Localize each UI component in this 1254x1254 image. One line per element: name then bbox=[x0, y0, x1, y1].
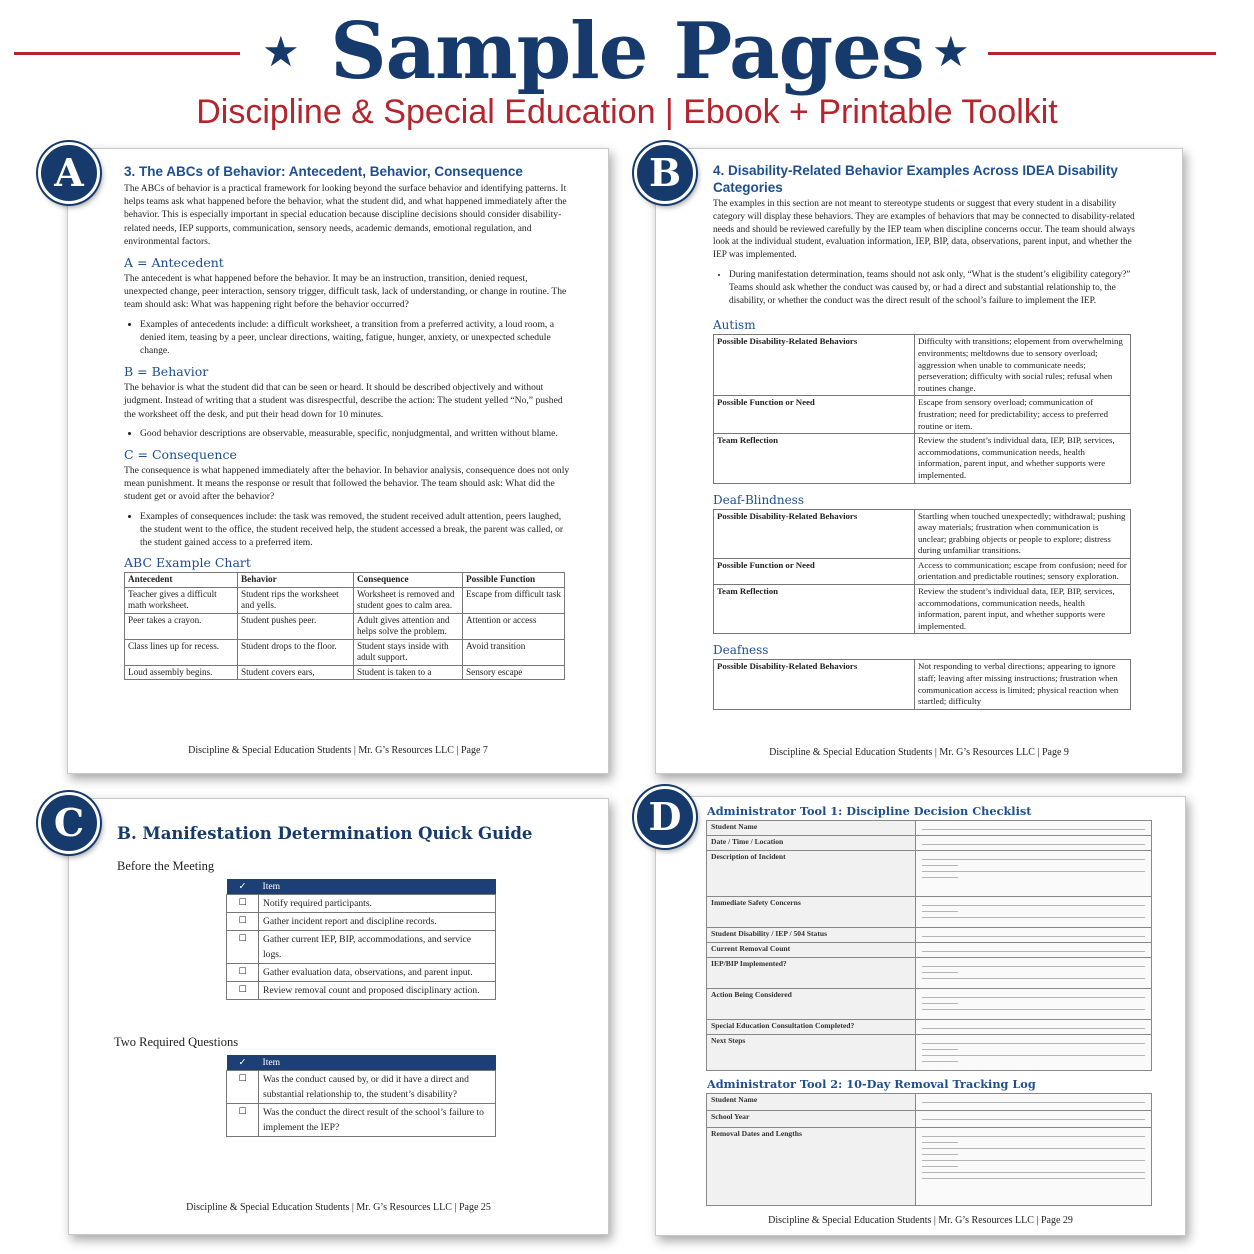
form-row bbox=[707, 1128, 1152, 1206]
form-row bbox=[707, 851, 1152, 897]
antecedent-bullet: • Examples of antecedents include: a difficult worksheet, a transition from a preferred activity, a loud room, a denied item, teasing by a peer, unclear directions, waiting, fatigue, hunger, anxiety, or unexpected schedule change. bbox=[140, 318, 572, 358]
row-label: Team Reflection bbox=[714, 585, 915, 634]
sample-page-a bbox=[67, 148, 609, 774]
field-label: Action Being Considered bbox=[707, 989, 916, 1020]
field-label: Student Disability / IEP / 504 Status bbox=[707, 928, 916, 943]
field-input[interactable] bbox=[916, 1094, 1152, 1111]
field-label: Removal Dates and Lengths bbox=[707, 1128, 916, 1206]
checklist-row[interactable] bbox=[227, 1103, 496, 1136]
row-text: Access to communication; escape from confusion; need for orientation and predictable routines; sensory exploration. bbox=[915, 558, 1131, 584]
table-cell: Loud assembly begins. bbox=[125, 665, 238, 680]
checklist-row[interactable] bbox=[227, 912, 496, 930]
checkbox-icon[interactable]: ☐ bbox=[227, 930, 259, 963]
row-text: Startling when touched unexpectedly; withdrawal; pushing away materials; frustration when communication is unclear; grabbing objects or people to explore; distress during unfamiliar transitions. bbox=[915, 509, 1131, 558]
deafness-table bbox=[713, 659, 1131, 709]
item-header: Item bbox=[259, 1055, 496, 1070]
page-footer: Discipline & Special Education Students | Mr. G’s Resources LLC | Page 25 bbox=[186, 1202, 491, 1213]
row-text: Difficulty with transitions; elopement from overwhelming environments; meltdowns due to sensory overload; aggression when unable to communicate needs; perseveration; difficulty with social rules; refusal when routines change. bbox=[915, 335, 1131, 396]
section-title: 4. Disability-Related Behavior Examples Across IDEA Disability Categories bbox=[713, 163, 1118, 195]
page-footer: Discipline & Special Education Students | Mr. G’s Resources LLC | Page 7 bbox=[188, 745, 488, 756]
table-cell: Attention or access bbox=[463, 613, 565, 639]
table-row bbox=[125, 587, 565, 613]
required-questions-checklist bbox=[226, 1055, 496, 1137]
table-row bbox=[125, 665, 565, 680]
item-header: Item bbox=[259, 879, 496, 894]
table-cell: Teacher gives a difficult math worksheet. bbox=[125, 587, 238, 613]
form-row bbox=[707, 897, 1152, 928]
autism-heading: Autism bbox=[713, 318, 756, 333]
behavior-bullet: • Good behavior descriptions are observable, measurable, specific, nonjudgmental, and written without blame. bbox=[140, 427, 572, 440]
field-input[interactable] bbox=[916, 928, 1152, 943]
checkbox-icon[interactable]: ☐ bbox=[227, 981, 259, 999]
field-input[interactable] bbox=[916, 1020, 1152, 1035]
checklist-item: Notify required participants. bbox=[259, 894, 496, 912]
table-row bbox=[714, 585, 1131, 634]
field-label: Student Name bbox=[707, 821, 916, 836]
checklist-row[interactable] bbox=[227, 1070, 496, 1103]
form-row bbox=[707, 1035, 1152, 1071]
column-header: Possible Function bbox=[463, 573, 565, 588]
abc-chart-heading: ABC Example Chart bbox=[124, 555, 251, 571]
checklist-item: Gather current IEP, BIP, accommodations, and service logs. bbox=[259, 930, 496, 963]
checkbox-icon[interactable]: ☐ bbox=[227, 1103, 259, 1136]
badge-a: A bbox=[38, 142, 100, 204]
table-cell: Escape from difficult task bbox=[463, 587, 565, 613]
table-cell: Student covers ears, bbox=[238, 665, 354, 680]
table-cell: Worksheet is removed and student goes to calm area. bbox=[354, 587, 463, 613]
page-a-content bbox=[124, 163, 572, 680]
field-label: Description of Incident bbox=[707, 851, 916, 897]
field-label: Special Education Consultation Completed? bbox=[707, 1020, 916, 1035]
checklist-item: Was the conduct caused by, or did it have a direct and substantial relationship to, the student’s disability? bbox=[259, 1070, 496, 1103]
antecedent-paragraph: The antecedent is what happened before the behavior. It may be an instruction, transition, denied request, unexpected change, peer interaction, sensory trigger, difficult task, lack of understanding, or change in routine. The team should ask: What was happening right before the behavior occurred? bbox=[124, 273, 567, 311]
deaf-blindness-heading: Deaf-Blindness bbox=[713, 492, 804, 507]
field-label: Current Removal Count bbox=[707, 943, 916, 958]
field-label: School Year bbox=[707, 1111, 916, 1128]
page-footer: Discipline & Special Education Students | Mr. G’s Resources LLC | Page 9 bbox=[769, 747, 1069, 758]
row-label: Possible Disability-Related Behaviors bbox=[714, 335, 915, 396]
row-label: Team Reflection bbox=[714, 434, 915, 483]
field-label: IEP/BIP Implemented? bbox=[707, 958, 916, 989]
page-b-content bbox=[713, 162, 1143, 710]
field-input[interactable] bbox=[916, 1111, 1152, 1128]
required-questions-heading: Two Required Questions bbox=[114, 1035, 239, 1049]
column-header: Consequence bbox=[354, 573, 463, 588]
header-rule-right bbox=[988, 52, 1216, 55]
table-row bbox=[714, 660, 1131, 709]
badge-d: D bbox=[634, 786, 696, 848]
table-header-row bbox=[227, 1055, 496, 1070]
form-row bbox=[707, 928, 1152, 943]
table-row bbox=[714, 335, 1131, 396]
checklist-row[interactable] bbox=[227, 894, 496, 912]
section-title: 3. The ABCs of Behavior: Antecedent, Behavior, Consequence bbox=[124, 164, 523, 179]
behavior-list bbox=[124, 427, 572, 440]
table-cell: Peer takes a crayon. bbox=[125, 613, 238, 639]
check-header: ✓ bbox=[227, 1055, 259, 1070]
checklist-item: Gather incident report and discipline records. bbox=[259, 912, 496, 930]
field-label: Next Steps bbox=[707, 1035, 916, 1071]
guidance-bullet: • During manifestation determination, teams should not ask only, “What is the student’s eligibility category?” Teams should ask whether the conduct was caused by, or had a direct and substantial relationship to, the disability, or whether the conduct was the direct result of the school’s failure to implement the IEP. bbox=[729, 269, 1143, 307]
star-icon: ★ bbox=[932, 27, 970, 76]
column-header: Antecedent bbox=[125, 573, 238, 588]
table-cell: Student rips the worksheet and yells. bbox=[238, 587, 354, 613]
star-icon: ★ bbox=[262, 27, 300, 76]
table-cell: Sensory escape bbox=[463, 665, 565, 680]
form-row bbox=[707, 1111, 1152, 1128]
form-row bbox=[707, 989, 1152, 1020]
table-header-row bbox=[125, 573, 565, 588]
row-text: Review the student’s individual data, IEP, BIP, services, accommodations, communication needs, health information, parent input, and whether supports were implemented. bbox=[915, 434, 1131, 483]
table-row bbox=[714, 434, 1131, 483]
table-row bbox=[125, 639, 565, 665]
table-cell: Adult gives attention and helps solve the problem. bbox=[354, 613, 463, 639]
intro-paragraph: The ABCs of behavior is a practical framework for looking beyond the surface behavior and identifying patterns. It helps teams ask what happened before the behavior, what the student did, and what happened immediately after the behavior. This is especially important in special education because discipline decisions should consider disability-related needs, IEP supports, communication, sensory needs, academic demands, emotional regulation, and environmental factors. bbox=[124, 183, 567, 247]
field-input[interactable] bbox=[916, 943, 1152, 958]
checkbox-icon[interactable]: ☐ bbox=[227, 963, 259, 981]
table-row bbox=[714, 509, 1131, 558]
field-input[interactable] bbox=[916, 1128, 1152, 1206]
field-label: Date / Time / Location bbox=[707, 836, 916, 851]
consequence-paragraph: The consequence is what happened immediately after the behavior. In behavior analysis, consequence does not only mean punishment. It means the response or result that followed the behavior. The team should ask: What did the student get or avoid after the behavior? bbox=[124, 465, 570, 503]
checklist-item: Was the conduct the direct result of the school’s failure to implement the IEP? bbox=[259, 1103, 496, 1136]
form-row bbox=[707, 836, 1152, 851]
tool2-title: Administrator Tool 2: 10-Day Removal Tracking Log bbox=[707, 1077, 1036, 1091]
field-input[interactable] bbox=[916, 836, 1152, 851]
consequence-heading: C = Consequence bbox=[124, 447, 237, 463]
deaf-blindness-table bbox=[713, 509, 1131, 635]
table-cell: Student is taken to a bbox=[354, 665, 463, 680]
antecedent-heading: A = Antecedent bbox=[124, 255, 224, 271]
checklist-row[interactable] bbox=[227, 963, 496, 981]
row-text: Review the student’s individual data, IEP, BIP, services, accommodations, communication needs, health information, parent input, and whether supports were implemented. bbox=[915, 585, 1131, 634]
form-row bbox=[707, 1094, 1152, 1111]
checkbox-icon[interactable]: ☐ bbox=[227, 894, 259, 912]
table-row bbox=[125, 613, 565, 639]
guidance-list bbox=[713, 269, 1143, 307]
row-label: Possible Function or Need bbox=[714, 396, 915, 434]
tool1-title: Administrator Tool 1: Discipline Decision Checklist bbox=[707, 804, 1032, 818]
section-title: B. Manifestation Determination Quick Guide bbox=[117, 824, 533, 843]
table-row bbox=[714, 396, 1131, 434]
table-cell: Avoid transition bbox=[463, 639, 565, 665]
page-footer: Discipline & Special Education Students | Mr. G’s Resources LLC | Page 29 bbox=[768, 1215, 1073, 1226]
behavior-heading: B = Behavior bbox=[124, 364, 209, 380]
field-input[interactable] bbox=[916, 821, 1152, 836]
field-label: Student Name bbox=[707, 1094, 916, 1111]
form-row bbox=[707, 1020, 1152, 1035]
sample-page-b bbox=[655, 148, 1183, 774]
sample-page-c bbox=[68, 798, 609, 1235]
badge-b: B bbox=[634, 142, 696, 204]
checkbox-icon[interactable]: ☐ bbox=[227, 912, 259, 930]
field-input[interactable] bbox=[916, 851, 1152, 897]
intro-paragraph: The examples in this section are not meant to stereotype students or suggest that every student in a disability category will display these behaviors. They are examples of behaviors that may be connected to disability-related needs and should be reviewed carefully by the IEP team when discipline concerns occur. The team should always look at the individual student, evaluation information, IEP, BIP, data, observations, parent input, and whether the IEP was implemented. bbox=[713, 199, 1135, 261]
badge-c: C bbox=[38, 792, 100, 854]
before-meeting-heading: Before the Meeting bbox=[117, 859, 215, 873]
page-title: Sample Pages bbox=[330, 6, 924, 97]
form-row bbox=[707, 958, 1152, 989]
table-cell: Student drops to the floor. bbox=[238, 639, 354, 665]
row-label: Possible Disability-Related Behaviors bbox=[714, 660, 915, 709]
column-header: Behavior bbox=[238, 573, 354, 588]
row-text: Not responding to verbal directions; appearing to ignore staff; leaving after missing instructions; frustration when communication access is limited; physical reaction when startled; difficulty bbox=[915, 660, 1131, 709]
table-row bbox=[714, 558, 1131, 584]
row-label: Possible Function or Need bbox=[714, 558, 915, 584]
table-cell: Student pushes peer. bbox=[238, 613, 354, 639]
table-header-row bbox=[227, 879, 496, 894]
checkbox-icon[interactable]: ☐ bbox=[227, 1070, 259, 1103]
before-meeting-checklist bbox=[226, 879, 496, 1000]
field-input[interactable] bbox=[916, 989, 1152, 1020]
checklist-row[interactable] bbox=[227, 981, 496, 999]
checklist-row[interactable] bbox=[227, 930, 496, 963]
field-input[interactable] bbox=[916, 1035, 1152, 1071]
field-label: Immediate Safety Concerns bbox=[707, 897, 916, 928]
check-header: ✓ bbox=[227, 879, 259, 894]
consequence-bullet: • Examples of consequences include: the task was removed, the student received adult attention, peers laughed, the student went to the office, the student received help, the student accessed a break, the parent was called, or the student gained access to a preferred item. bbox=[140, 510, 572, 550]
form-row bbox=[707, 821, 1152, 836]
sample-page-d bbox=[655, 796, 1186, 1236]
field-input[interactable] bbox=[916, 897, 1152, 928]
checklist-item: Gather evaluation data, observations, and parent input. bbox=[259, 963, 496, 981]
consequence-list bbox=[124, 510, 572, 550]
deafness-heading: Deafness bbox=[713, 643, 769, 658]
discipline-checklist-form bbox=[706, 820, 1152, 1071]
table-cell: Class lines up for recess. bbox=[125, 639, 238, 665]
antecedent-list bbox=[124, 318, 572, 358]
checklist-item: Review removal count and proposed disciplinary action. bbox=[259, 981, 496, 999]
removal-tracking-form bbox=[706, 1093, 1152, 1206]
row-text: Escape from sensory overload; communication of frustration; need for predictability; access to preferred routine or item. bbox=[915, 396, 1131, 434]
autism-table bbox=[713, 334, 1131, 483]
abc-example-table bbox=[124, 572, 565, 680]
row-label: Possible Disability-Related Behaviors bbox=[714, 509, 915, 558]
form-row bbox=[707, 943, 1152, 958]
page-subtitle: Discipline & Special Education | Ebook + Printable Toolkit bbox=[196, 93, 1058, 131]
field-input[interactable] bbox=[916, 958, 1152, 989]
table-cell: Student stays inside with adult support. bbox=[354, 639, 463, 665]
behavior-paragraph: The behavior is what the student did that can be seen or heard. It should be described objectively and without judgment. Instead of writing that a student was disrespectful, describe the action: The student yelled “No,” pushed the worksheet off the desk, and put their head down for 10 minutes. bbox=[124, 382, 563, 420]
